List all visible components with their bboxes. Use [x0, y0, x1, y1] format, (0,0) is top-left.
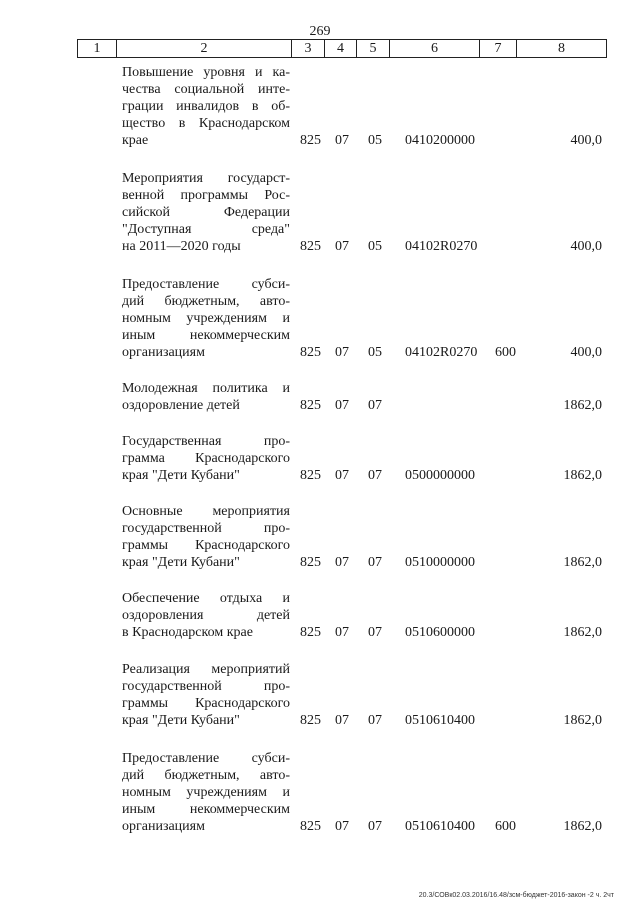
row-name-line: оздоровления детей: [122, 608, 290, 623]
row-name-line: чества социальной инте-: [122, 82, 290, 97]
header-col-1: 1: [78, 40, 117, 58]
row-name-line: номным учреждениям и: [122, 311, 290, 326]
row-name-line: иным некоммерческим: [122, 328, 290, 343]
row-name-line: "Доступная среда": [122, 222, 290, 237]
row-name-line: Молодежная политика и: [122, 381, 290, 396]
row-col-5: 07: [368, 468, 382, 483]
row-col-8: 400,0: [570, 239, 602, 254]
row-name-line: организациям: [122, 819, 205, 834]
row-col-4: 07: [335, 625, 349, 640]
row-col-4: 07: [335, 555, 349, 570]
row-col-6: 0510610400: [405, 713, 475, 728]
row-col-7: 600: [495, 819, 516, 834]
row-col-4: 07: [335, 468, 349, 483]
row-col-4: 07: [335, 345, 349, 360]
page-number: 269: [309, 24, 331, 39]
row-name-line: оздоровление детей: [122, 398, 240, 413]
column-header-table: [77, 39, 607, 58]
row-col-6: 0510610400: [405, 819, 475, 834]
table-row: [0, 64, 640, 154]
row-name-line: края "Дети Кубани": [122, 468, 240, 483]
table-row: [0, 380, 640, 416]
row-name-line: Основные мероприятия: [122, 504, 290, 519]
row-name-line: иным некоммерческим: [122, 802, 290, 817]
row-name: [122, 433, 290, 484]
row-col-5: 05: [368, 133, 382, 148]
row-name: [122, 661, 290, 729]
row-col-8: 1862,0: [563, 555, 602, 570]
row-col-4: 07: [335, 713, 349, 728]
row-name-line: Государственная про-: [122, 434, 290, 449]
row-name: [122, 276, 290, 361]
row-col-3: 825: [300, 713, 321, 728]
row-col-3: 825: [300, 468, 321, 483]
row-name-line: сийской Федерации: [122, 205, 290, 220]
row-name-line: государственной про-: [122, 679, 290, 694]
header-col-4: 4: [325, 40, 357, 58]
row-col-6: 0510600000: [405, 625, 475, 640]
row-name-line: щество в Краснодарском: [122, 116, 290, 131]
table-row: [0, 590, 640, 644]
row-name-line: организациям: [122, 345, 205, 360]
header-col-3: 3: [292, 40, 325, 58]
row-name-line: в Краснодарском крае: [122, 625, 253, 640]
row-name-line: на 2011—2020 годы: [122, 239, 241, 254]
row-name: [122, 590, 290, 641]
row-col-6: 0500000000: [405, 468, 475, 483]
row-name-line: дий бюджетным, авто-: [122, 294, 290, 309]
row-name-line: края "Дети Кубани": [122, 555, 240, 570]
row-col-4: 07: [335, 239, 349, 254]
row-col-8: 400,0: [570, 133, 602, 148]
row-col-5: 07: [368, 625, 382, 640]
row-name-line: Обеспечение отдыха и: [122, 591, 290, 606]
row-name-line: края "Дети Кубани": [122, 713, 240, 728]
row-col-5: 07: [368, 555, 382, 570]
row-name-line: венной программы Рос-: [122, 188, 290, 203]
row-col-4: 07: [335, 398, 349, 413]
header-col-6: 6: [390, 40, 480, 58]
row-name: [122, 170, 290, 255]
table-row: [0, 433, 640, 487]
row-name-line: Реализация мероприятий: [122, 662, 290, 677]
row-col-3: 825: [300, 819, 321, 834]
header-col-7: 7: [480, 40, 517, 58]
row-name-line: Повышение уровня и ка-: [122, 65, 290, 80]
header-col-8: 8: [517, 40, 607, 58]
row-name-line: дий бюджетным, авто-: [122, 768, 290, 783]
row-col-8: 1862,0: [563, 625, 602, 640]
row-col-3: 825: [300, 345, 321, 360]
row-col-8: 1862,0: [563, 468, 602, 483]
row-name: [122, 503, 290, 571]
row-name-line: грамма Краснодарского: [122, 451, 290, 466]
row-col-6: 0410200000: [405, 133, 475, 148]
row-col-5: 07: [368, 398, 382, 413]
row-col-3: 825: [300, 398, 321, 413]
row-name: [122, 380, 290, 414]
row-col-4: 07: [335, 819, 349, 834]
table-row: [0, 503, 640, 575]
header-col-5: 5: [357, 40, 390, 58]
row-name: [122, 750, 290, 835]
row-col-5: 05: [368, 239, 382, 254]
row-col-3: 825: [300, 133, 321, 148]
header-col-2: 2: [117, 40, 292, 58]
table-row: [0, 661, 640, 733]
row-col-8: 400,0: [570, 345, 602, 360]
row-col-8: 1862,0: [563, 398, 602, 413]
footer-reference: 20.3/СОВк02.03.2016/16.48/зсм-бюджет-2016-закон -2 ч. 2чт: [418, 892, 614, 899]
row-col-6: 0510000000: [405, 555, 475, 570]
row-name-line: номным учреждениям и: [122, 785, 290, 800]
row-name-line: государственной про-: [122, 521, 290, 536]
row-name: [122, 64, 290, 149]
row-name-line: грации инвалидов в об-: [122, 99, 290, 114]
row-name-line: граммы Краснодарского: [122, 696, 290, 711]
row-col-3: 825: [300, 239, 321, 254]
row-col-3: 825: [300, 555, 321, 570]
row-name-line: граммы Краснодарского: [122, 538, 290, 553]
row-col-7: 600: [495, 345, 516, 360]
row-name-line: Мероприятия государст-: [122, 171, 290, 186]
row-col-5: 07: [368, 713, 382, 728]
row-name-line: Предоставление субси-: [122, 751, 290, 766]
row-col-4: 07: [335, 133, 349, 148]
row-col-5: 07: [368, 819, 382, 834]
row-col-8: 1862,0: [563, 713, 602, 728]
table-row: [0, 276, 640, 366]
row-col-8: 1862,0: [563, 819, 602, 834]
row-name-line: Предоставление субси-: [122, 277, 290, 292]
row-col-6: 04102R0270: [405, 239, 478, 254]
row-col-6: 04102R0270: [405, 345, 478, 360]
table-row: [0, 170, 640, 260]
row-col-3: 825: [300, 625, 321, 640]
row-name-line: крае: [122, 133, 149, 148]
table-row: [0, 750, 640, 840]
row-col-5: 05: [368, 345, 382, 360]
